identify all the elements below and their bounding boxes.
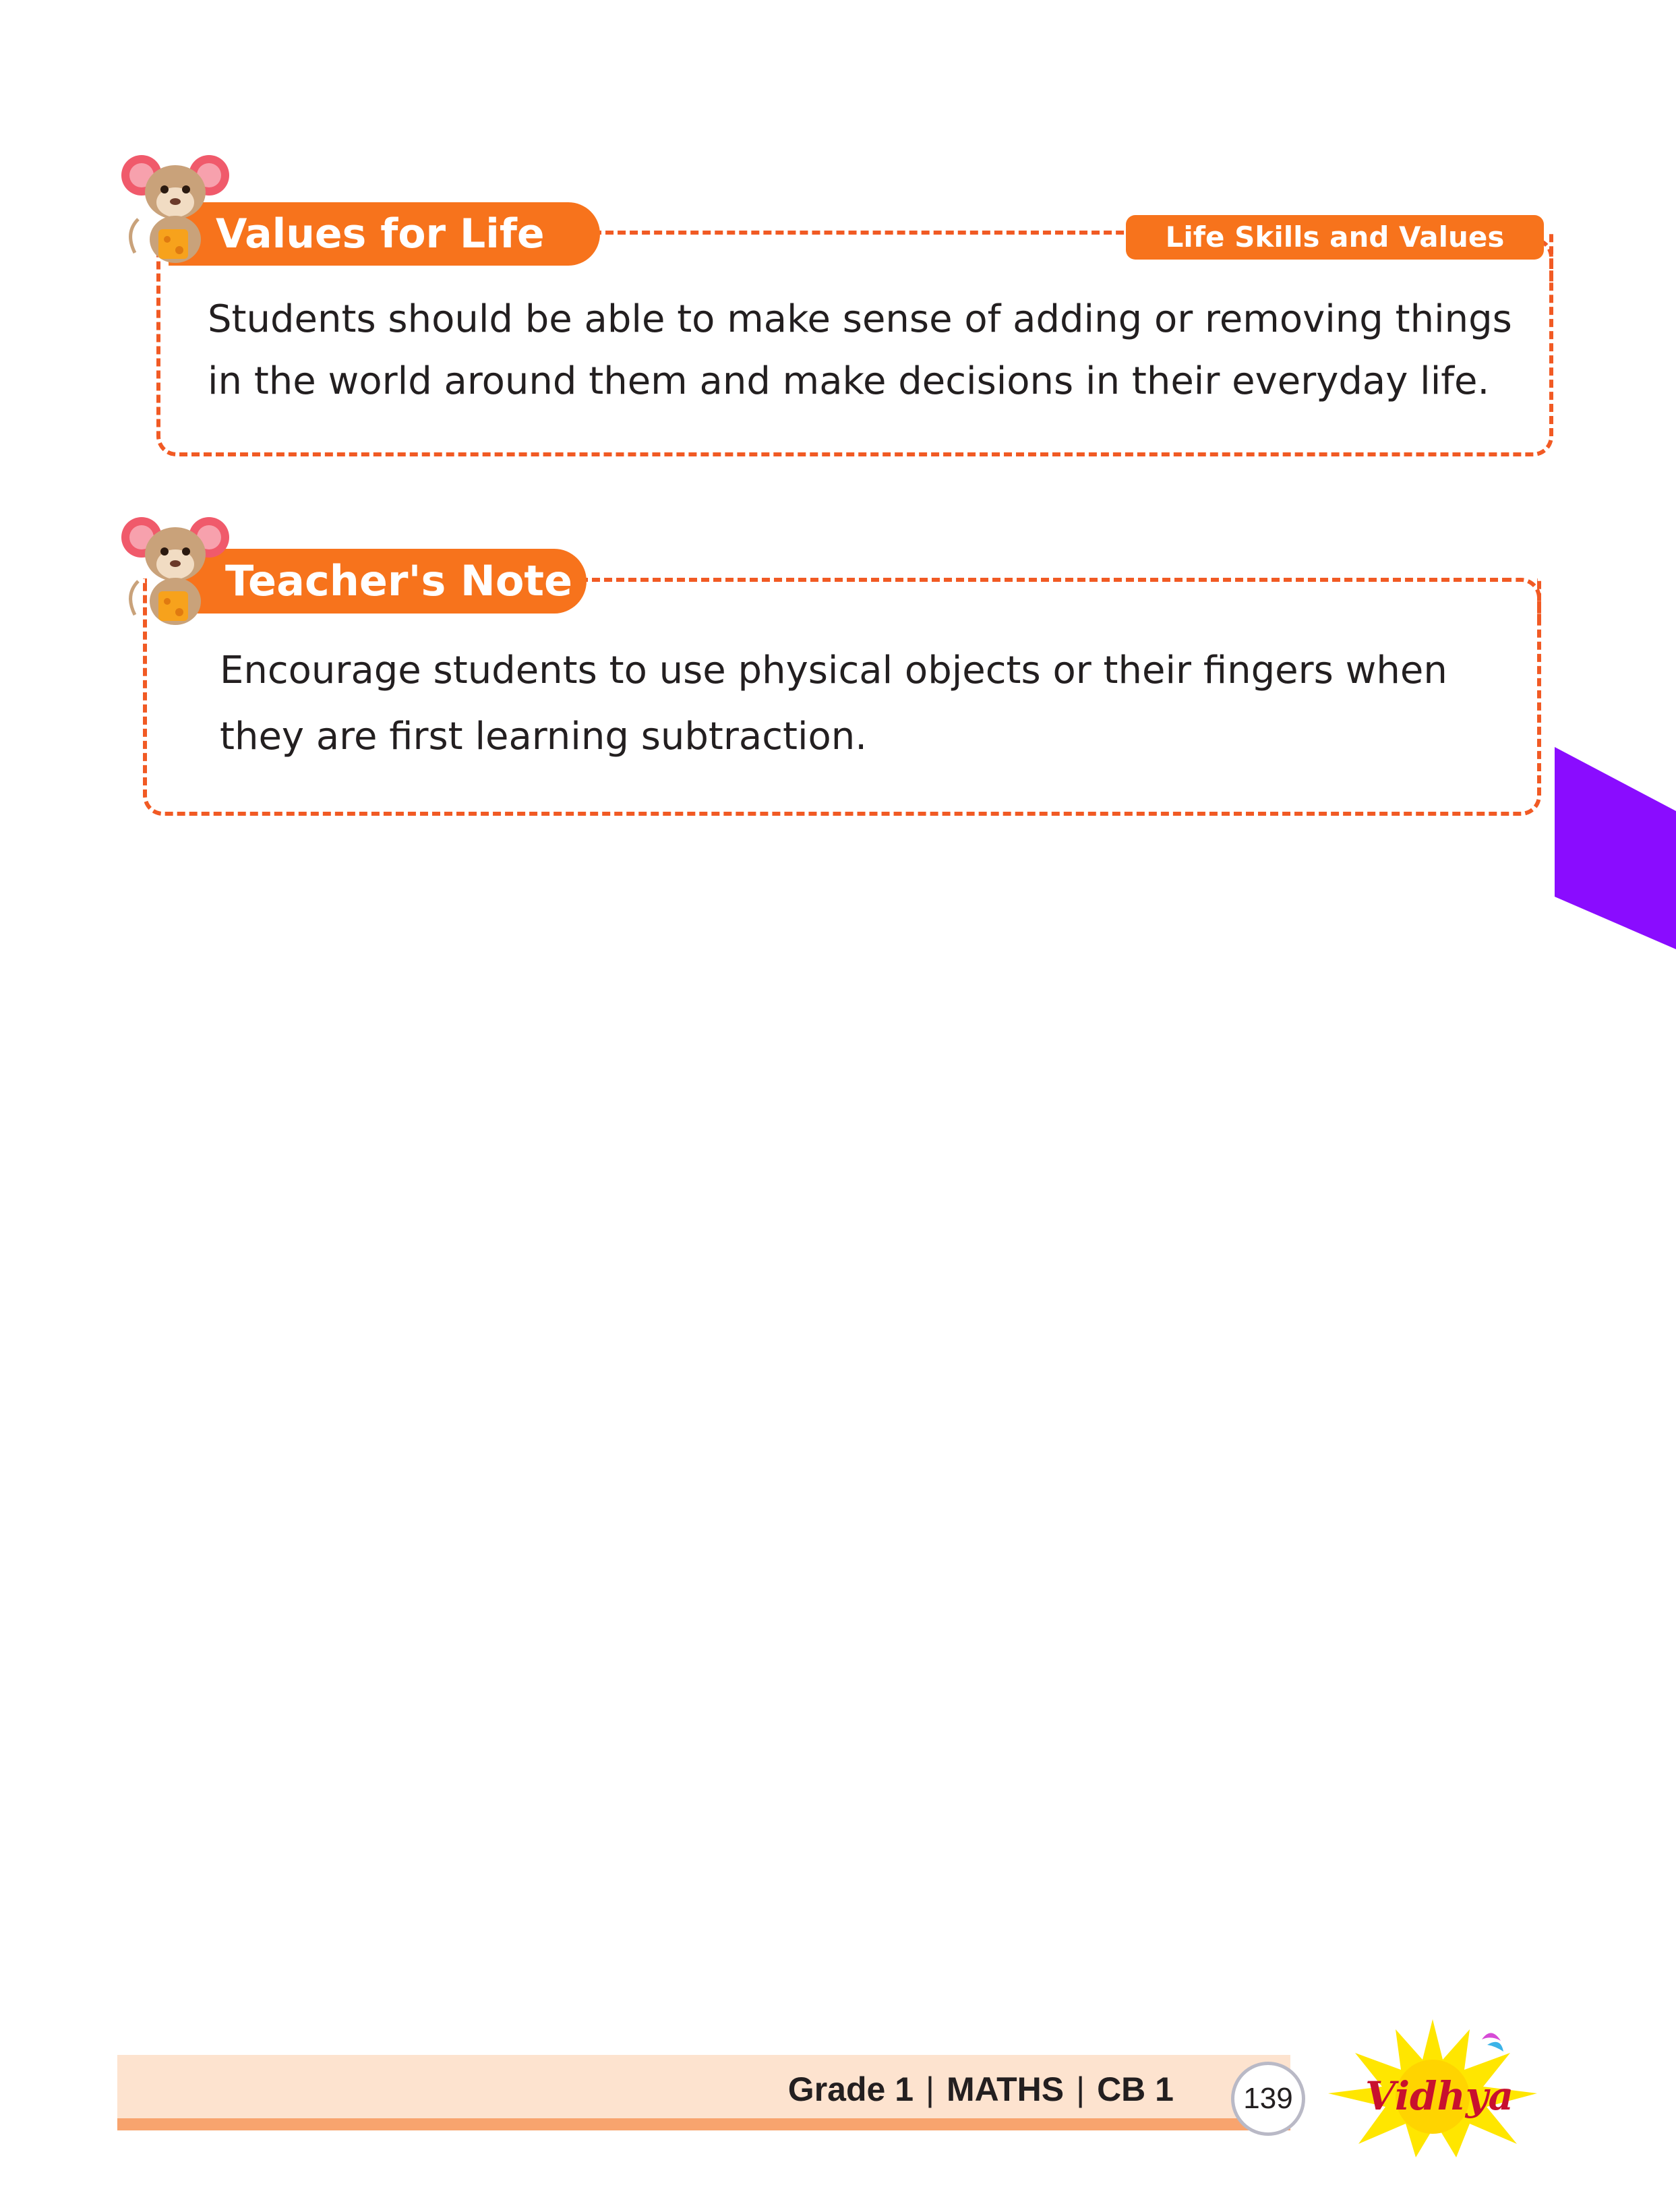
chapter-side-tab [1555,747,1676,949]
footer-band-stripe [117,2118,1290,2130]
values-title-pill [169,202,600,266]
footer-separator: | [926,2070,935,2108]
footer-separator: | [1076,2070,1085,2108]
values-title: Values for Life [216,210,545,258]
page-number: 139 [1231,2062,1305,2136]
teachers-line-1: Encourage students to use physical objects or their fingers when [220,649,1447,692]
teachers-text [220,638,1447,770]
life-skills-tag [1126,215,1544,260]
values-line-1: Students should be able to make sense of adding or removing things [208,297,1512,341]
values-line-2: in the world around them and make decisions in their everyday life. [208,359,1490,403]
footer-book: CB 1 [1097,2070,1174,2108]
values-text [208,289,1512,413]
mouse-mascot-icon [121,507,229,632]
teachers-line-2: they are first learning subtraction. [220,715,868,758]
footer-grade: Grade 1 [787,2070,914,2108]
footer-label [788,2070,1174,2109]
mouse-mascot-icon [121,145,229,270]
vidhya-logo-text: Vidhya [1365,2073,1514,2119]
teachers-top-right-corner [1503,578,1541,622]
vidhya-logo [1315,2012,1551,2161]
footer-subject: MATHS [947,2070,1065,2108]
teachers-title: Teacher's Note [225,556,573,605]
teachers-title-pill [169,549,587,614]
life-skills-tag-label: Life Skills and Values [1165,220,1505,253]
teachers-top-dash [580,578,1510,582]
